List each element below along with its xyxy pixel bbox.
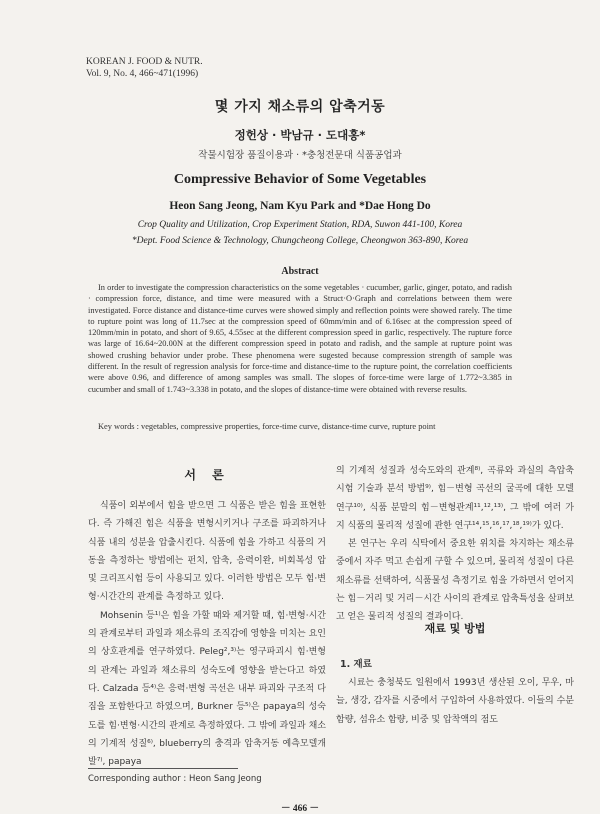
abstract-body: In order to investigate the compression characteristics on the some vegetables · cucumber, garlic, ginger, potato, and radish · compression force, distance, and time were measured with a Struct·O·Graph and correlations between them were investigated. Force distance and distance-time curves were showed simply and reflection points were showed rarely. The time to rupture point was long of 11.7sec at the compression speed of 60mm/min and of 6.16sec at the compression speed of 120mm/min in potato, and short of 9.65, 4.55sec at the different compression speed in garlic, respectively. The rupture force was large of 16.64~20.00N at the different compression speed in potato and radish, and the sample at rupture point was showed crushing behavior under probe. These phenomena were sugested because compression strength of sample was different. In the result of regression analysis for force-time and distance-time to the rupture point, the correlation coefficients were above 0.96, and difference of among samples was small. The slopes of force-time were large of 1.772~3.385 in cucumber and small of 1.743~3.338 in potato, and the slopes of distance-time were obtained with reverse results. <box>88 283 512 394</box>
korean-authors: 정헌상 · 박남규 · 도대홍* <box>234 128 366 142</box>
page-number: － 466 － <box>280 804 319 814</box>
materials-paragraph: 시료는 충청북도 일원에서 1993년 생산된 오이, 무우, 마늘, 생강, 감자를 시중에서 구입하여 사용하였다. 이들의 수분함량, 섬유소 함량, 비중 및 압착액의 점도 <box>336 678 574 725</box>
korean-title: 몇 가지 채소류의 압축거동 <box>214 99 386 115</box>
english-affiliation-2: *Dept. Food Science & Technology, Chungcheong College, Cheongwon 363-890, Korea <box>131 236 469 246</box>
corresponding-author: Corresponding author : Heon Sang Jeong <box>88 774 262 784</box>
intro-heading: 서 론 <box>184 468 230 482</box>
abstract-heading: Abstract <box>281 266 319 277</box>
methods-heading: 재료 및 방법 <box>424 622 486 635</box>
journal-volume: Vol. 9, No. 4, 466~471(1996) <box>86 69 199 79</box>
materials-subheading: 1. 재료 <box>340 659 372 670</box>
keywords: Key words : vegetables, compressive properties, force-time curve, distance-time curve, rupture point <box>98 422 436 431</box>
footnote-rule <box>88 768 238 769</box>
right-paragraph-2: 본 연구는 우리 식탁에서 중요한 위치를 차지하는 채소류 중에서 자주 먹고 손쉽게 구할 수 있으며, 물리적 성질이 다른 채소류를 선택하여, 식품물성 측정기로 힘을 가하면서 얻어지는 힘－거리 및 거리－시간 사이의 관계로 압축특성을 살펴보고 얻은 물리적 성질의 결과이다. <box>336 539 574 623</box>
intro-paragraph-1: 식품이 외부에서 힘을 받으면 그 식품은 받은 힘을 표현한다. 즉 가해진 힘은 식품을 변형시키거나 구조를 파괴하거나 식품 내의 성분을 압출시킨다. 식품에 힘을 가하고 식품의 거동을 측정하는 방법에는 펀치, 압축, 응력이완, 비회복성 압 및 크리프시험 등이 사용되고 있다. 이러한 방법은 모두 힘·변형·시간간의 관계를 측정하고 있다. <box>88 501 326 603</box>
korean-affiliation: 작물시험장 품질이용과 · *충청전문대 식품공업과 <box>198 150 402 161</box>
intro-paragraph-2: Mohsenin 등¹⁾은 힘을 가할 때와 제거할 때, 힘·변형·시간의 관계로부터 과일과 채소류의 조직감에 영향을 미치는 요인의 상호관계를 연구하였다. Peleg²,³⁾는 영구파괴시 힘·변형의 관계는 과일과 채소류의 성숙도에 영향을 받는다고 하였다. Calzada 등⁴⁾은 응력·변형 곡선은 내부 파괴와 구조적 다짐을 포함한다고 하였으며, Burkner 등⁵⁾은 papaya의 성숙도를 힘·변형·시간의 관계로 측정하였다. 그 밖에 과일과 채소의 기계적 성질⁶⁾, blueberry의 충격과 압축거동 예측모델개발⁷⁾, papaya <box>88 610 326 768</box>
english-authors: Heon Sang Jeong, Nam Kyu Park and *Dae Hong Do <box>169 200 431 212</box>
journal-name: KOREAN J. FOOD & NUTR. <box>86 57 203 67</box>
right-column <box>336 462 574 627</box>
intro-column <box>88 497 326 771</box>
english-title: Compressive Behavior of Some Vegetables <box>173 172 427 187</box>
right-paragraph-1: 의 기계적 성질과 성숙도와의 관계⁸⁾, 곡류와 과실의 측압축 시험 기술과 분석 방법⁹⁾, 힘－변형 곡선의 굴곡에 대한 모델 연구¹⁰⁾, 식품 분말의 힘－변형관계¹¹,¹²,¹³⁾, 그 밖에 여러 가지 식품의 물리적 성질에 관한 연구¹⁴,¹⁵,¹⁶,¹⁷,¹⁸,¹⁹⁾가 있다. <box>336 466 574 531</box>
journal-citation <box>86 56 203 80</box>
english-affiliation-1: Crop Quality and Utilization, Crop Experiment Station, RDA, Suwon 441-100, Korea <box>137 220 463 230</box>
materials-column <box>336 674 574 729</box>
